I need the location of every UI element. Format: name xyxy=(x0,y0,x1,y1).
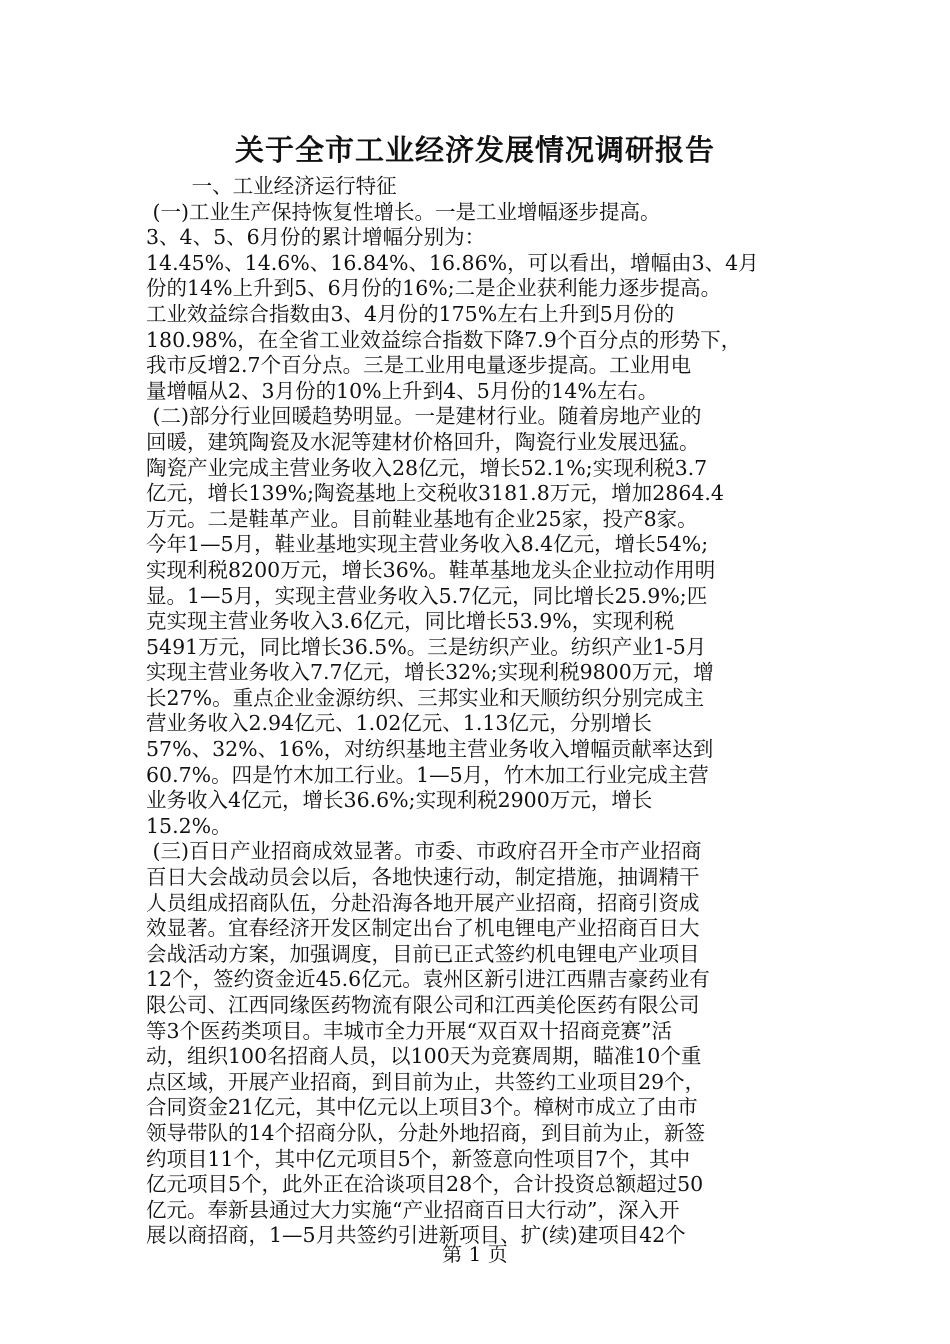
text-line: (一)工业生产保持恢复性增长。一是工业增幅逐步提高。 xyxy=(146,199,661,224)
text-line: 份的14%上升到5、6月份的16%;二是企业获利能力逐步提高。 xyxy=(146,276,722,301)
text-line: 今年1—5月，鞋业基地实现主营业务收入8.4亿元，增长54%; xyxy=(146,532,709,557)
text-line: 展以商招商，1—5月共签约引进新项目、扩(续)建项目42个 xyxy=(146,1223,686,1248)
text-line: 实现主营业务收入7.7亿元，增长32%;实现利税9800万元，增 xyxy=(146,660,714,685)
text-line: 回暖，建筑陶瓷及水泥等建材价格回升，陶瓷行业发展迅猛。 xyxy=(146,429,700,454)
text-line: (二)部分行业回暖趋势明显。一是建材行业。随着房地产业的 xyxy=(146,404,702,429)
text-line: 15.2%。 xyxy=(146,813,232,838)
page-footer: 第 1 页 xyxy=(442,1242,508,1266)
text-line: 14.45%、14.6%、16.84%、16.86%，可以看出，增幅由3、4月 xyxy=(146,250,759,275)
text-line: 12个，签约资金近45.6亿元。袁州区新引进江西鼎吉豪药业有 xyxy=(146,967,710,992)
text-line: 合同资金21亿元，其中亿元以上项目3个。樟树市成立了由市 xyxy=(146,1095,698,1120)
text-line: 营业务收入2.94亿元、1.02亿元、1.13亿元，分别增长 xyxy=(146,711,652,736)
text-line: (三)百日产业招商成效显著。市委、市政府召开全市产业招商 xyxy=(146,839,702,864)
text-line: 亿元，增长139%;陶瓷基地上交税收3181.8万元，增加2864.4 xyxy=(146,481,724,506)
text-line: 180.98%，在全省工业效益综合指数下降7.9个百分点的形势下， xyxy=(146,327,742,352)
text-line: 5491万元，同比增长36.5%。三是纺织产业。纺织产业1-5月 xyxy=(146,634,707,659)
text-line: 量增幅从2、3月份的10%上升到4、5月份的14%左右。 xyxy=(146,378,659,403)
text-line: 一、工业经济运行特征 xyxy=(146,174,397,198)
text-line: 约项目11个，其中亿元项目5个，新签意向性项目7个，其中 xyxy=(146,1146,691,1171)
text-line: 长27%。重点企业金源纺织、三邦实业和天顺纺织分别完成主 xyxy=(146,685,705,710)
text-line: 陶瓷产业完成主营业务收入28亿元，增长52.1%;实现利税3.7 xyxy=(146,455,708,480)
text-line: 57%、32%、16%，对纺织基地主营业务收入增幅贡献率达到 xyxy=(146,737,714,762)
page-title: 关于全市工业经济发展情况调研报告 xyxy=(234,133,715,167)
text-line: 我市反增2.7个百分点。三是工业用电量逐步提高。工业用电 xyxy=(146,353,692,378)
text-line: 60.7%。四是竹木加工行业。1—5月，竹木加工行业完成主营 xyxy=(146,762,709,787)
text-line: 会战活动方案，加强调度，目前已正式签约机电锂电产业项目 xyxy=(146,941,700,966)
text-line: 人员组成招商队伍，分赴沿海各地开展产业招商，招商引资成 xyxy=(146,890,700,915)
text-line: 百日大会战动员会以后，各地快速行动，制定措施，抽调精干 xyxy=(146,865,700,890)
report-body xyxy=(146,174,816,1249)
text-line: 亿元。奉新县通过大力实施“产业招商百日大行动”，深入开 xyxy=(146,1197,680,1222)
text-line: 工业效益综合指数由3、4月份的175%左右上升到5月份的 xyxy=(146,301,675,326)
text-line: 克实现主营业务收入3.6亿元，同比增长53.9%，实现利税 xyxy=(146,609,675,634)
text-line: 效显著。宜春经济开发区制定出台了机电锂电产业招商百日大 xyxy=(146,916,700,941)
text-line: 点区域，开展产业招商，到目前为止，共签约工业项目29个， xyxy=(146,1069,706,1094)
text-line: 亿元项目5个，此外正在洽谈项目28个，合计投资总额超过50 xyxy=(146,1172,704,1197)
text-line: 业务收入4亿元，增长36.6%;实现利税2900万元，增长 xyxy=(146,788,653,813)
text-line: 万元。二是鞋革产业。目前鞋业基地有企业25家，投产8家。 xyxy=(146,506,698,531)
text-line: 等3个医药类项目。丰城市全力开展“双百双十招商竞赛”活 xyxy=(146,1018,673,1043)
text-line: 3、4、5、6月份的累计增幅分别为： xyxy=(146,225,486,250)
text-line: 显。1—5月，实现主营业务收入5.7亿元，同比增长25.9%;匹 xyxy=(146,583,708,608)
text-line: 限公司、江西同缘医药物流有限公司和江西美伦医药有限公司 xyxy=(146,993,700,1017)
text-line: 领导带队的14个招商分队，分赴外地招商，到目前为止，新签 xyxy=(146,1120,706,1145)
text-line: 实现利税8200万元，增长36%。鞋革基地龙头企业拉动作用明 xyxy=(146,557,716,582)
text-line: 动，组织100名招商人员，以100天为竞赛周期，瞄准10个重 xyxy=(146,1044,702,1069)
